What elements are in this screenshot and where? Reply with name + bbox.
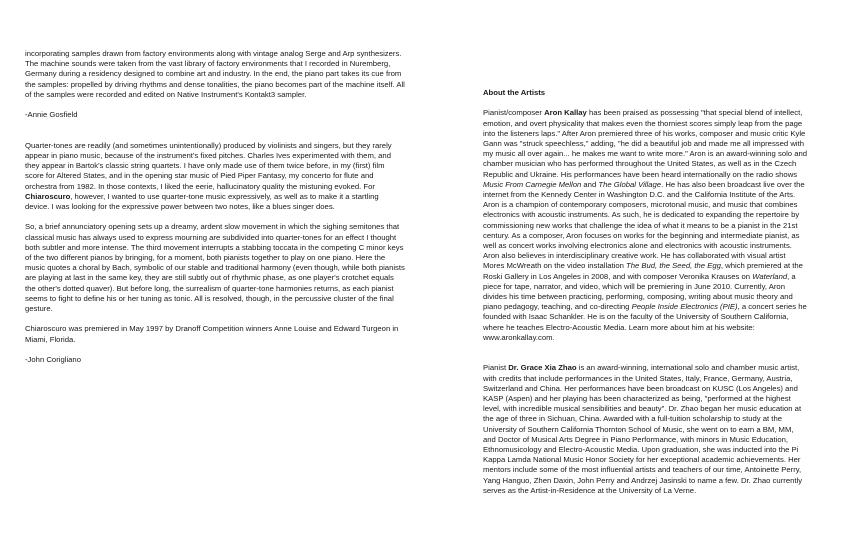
grace-xia-zhao-bio: Pianist Dr. Grace Xia Zhao is an award-winning, international solo and chamber music artist, with credits that include performances in the United States, Italy, France, Germany, Austria, Switzerland and China. Her performances have been broadcast on KUSC (Los Angeles) and KASP (Aspen) and her playing has been characterized as being, "performed at the highest level, with incredible musical sensibilities and beauty". Dr. Zhao began her music education at the age of three in Sichuan, China. Awarded with a full-tuition scholarship to study at the University of Southern California Thornton School of Music, she went on to earn a BM, MM, and Doctor of Musical Arts Degree in Piano Performance, with minors in Music Education, Ethnomusicology and Electro-Acoustic Media. Upon graduation, she was inducted into the Pi Kappa Lamda National Music Honor Society for her exceptional academic achievements. Her mentors include some of the most influential artists and teachers of our time, Antoinette Perry, Yang Hanguo, Zhen Daxin, John Perry and Andrzej Jasinski to name a few. Dr. Zhao currently serves as the Artist-in-Residence at the University of La Verne. [483,363,803,495]
artist-name-grace-xia-zhao: Dr. Grace Xia Zhao [508,363,577,373]
signature-john-corigliano: -John Corigliano [25,355,81,365]
about-artists-heading: About the Artists [483,88,546,97]
right-column [483,88,808,496]
factory-samples-paragraph: incorporating samples drawn from factory environments along with vintage analog Serge and Arp synthesizers. The machine sounds were taken from the vast library of factory environments that I recorded in Nuremberg, Germany during a residency designed to combine art and industry. In the end, the piano part takes its cue from the samples: propelled by driving rhythms and dense tonalities, the piano becomes part of the machine itself. All of the samples were recorded and edited on Native Instrument's Kontakt3 sampler. [25,49,405,99]
left-column [25,49,405,365]
signature-annie-gosfield: -Annie Gosfield [25,110,78,120]
work-title-chiaroscuro: Chiaroscuro [25,191,71,201]
movements-paragraph: So, a brief annunciatory opening sets up a dreamy, ardent slow movement in which the sighing semitones that classical music has always used to express mourning are subdivided into quarter-tones for an effect I thought both subtler and more intense. The third movement interrupts a stabbing toccata in the competing C minor keys of the two different pianos by bringing, for a moment, both pianists together to play on one piano. Here the music quotes a choral by Bach, symbolic of our stable and traditional harmony (even though, while both pianists are playing at last in the same key, they are still subtly out of rhythmic phase, as one player's crotchet equals the other's dotted quaver). But before long, the surrealism of quarter-tone harmonies returns, as each pianist seems to fight to define his or her tuning as tonic. All is resolved, though, in the percussive cluster of the final gesture. [25,222,405,314]
premiere-paragraph: Chiaroscuro was premiered in May 1997 by Dranoff Competition winners Anne Louise and Edward Turgeon in Miami, Florida. [25,324,399,344]
quarter-tones-paragraph: Quarter-tones are readily (and sometimes unintentionally) produced by violinists and singers, but they rarely appear in piano music, because of the instrument's fixed pitches. Charles Ives experimented with them, and they appear in Bartok's classic string quartets. I have only made use of them twice before, in my (first) film score for Altered States, and in the opening star music of Pied Piper Fantasy, my concerto for flute and orchestra from 1982. In those contexts, I liked the eerie, hallucinatory quality the mistuning evoked. For Chiaroscuro, however, I wanted to use quarter-tone music expressively, as well as to make it a startling device. I was looking for the expressive power between two notes, like a blues singer does. [25,140,392,212]
artist-name-aron-kallay: Aron Kallay [544,108,587,118]
aron-kallay-bio: Pianist/composer Aron Kallay has been praised as possessing "that special blend of intellect, emotion, and overt physicality that makes even the thorniest scores simply leap from the page into the listeners laps." After Aron premiered three of his works, composer and music critic Kyle Gann was "struck speechless," adding, "he did a beautiful job and made me all impressed with my music all over again... he makes me want to write more." Aron is an award-winning solo and chamber musician who has performed throughout the United States, as well as in the Czech Republic and Ukraine. His performances have been heard internationally on the radio shows Music From Carnegie Mellon and The Global Village. He has also been broadcast live over the internet from the Kennedy Center in Washington D.C. and the California Institute of the Arts. Aron is a champion of contemporary composers, microtonal music, and music that combines electronics with acoustic instruments. As such, he is dedicated to expanding the repertoire by commissioning new works that challenge the idea of what it means to be a pianist in the 21st century. As a composer, Aron focuses on works for the beginning and intermediate pianist, as well as concert works involving electronics alone and electronics with acoustic instruments. Aron also believes in interdisciplinary creative work. He has collaborated with visual artist Mores McWreath on the video installation The Bud, the Seed, the Egg, which premiered at the Roski Gallery in Los Angeles in 2008, and with composer Veronika Krauses on Waterland, a piece for tape, narrator, and video, which will be premiering in June 2010. Currently, Aron divides his time between practicing, performing, composing, writing about music theory and piano pedagogy, teaching, and co-directing People Inside Electronics (PIE), a concert series he founded with Isaac Schankler. He is on the faculty of the University of Southern California, where he teaches Electro-Acoustic Media. Learn more about him at his website: www.aronkallay.com. [483,108,808,342]
